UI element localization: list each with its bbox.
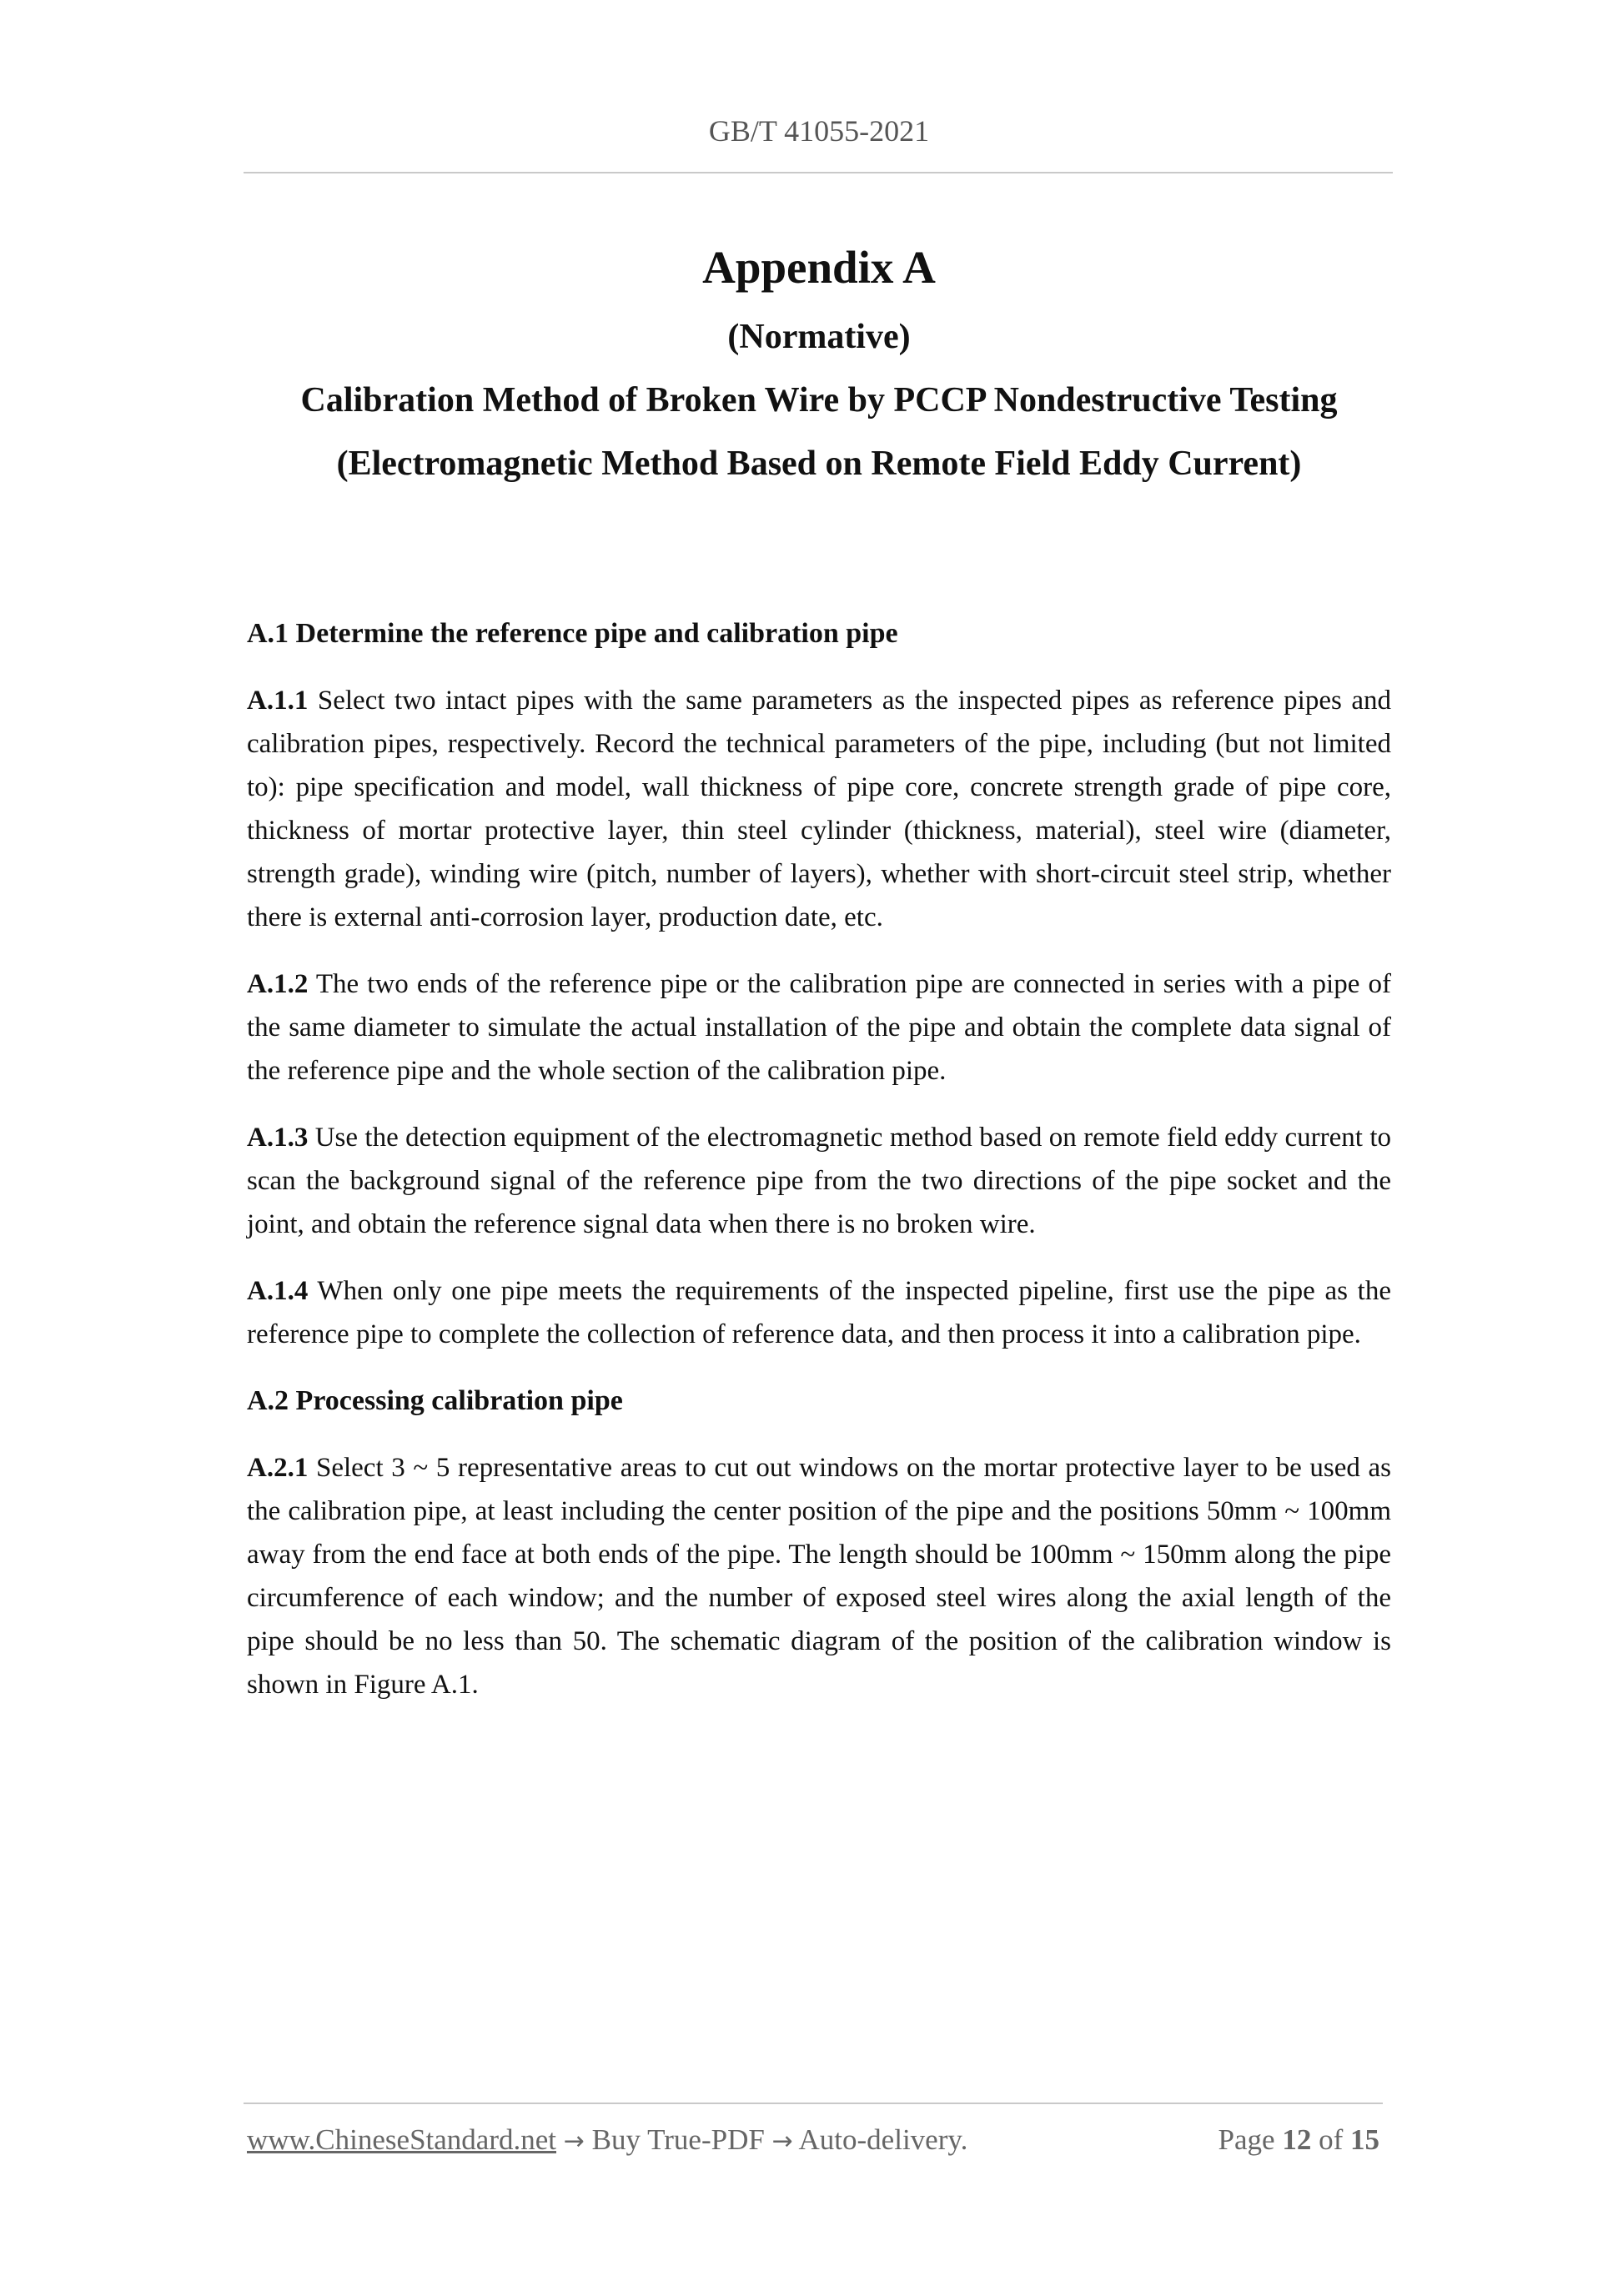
auto-delivery-text: Auto-delivery. bbox=[798, 2123, 968, 2156]
of-label: of bbox=[1319, 2123, 1344, 2156]
website-link[interactable]: www.ChineseStandard.net bbox=[247, 2123, 556, 2156]
clause-number: A.1.4 bbox=[247, 1276, 309, 1306]
clause-number: A.1.2 bbox=[247, 969, 309, 999]
arrow-right-icon: → bbox=[563, 2127, 585, 2156]
page-indicator bbox=[1219, 2123, 1379, 2157]
appendix-type: (Normative) bbox=[727, 318, 911, 356]
appendix-title-block bbox=[244, 239, 1394, 487]
page-total: 15 bbox=[1350, 2123, 1379, 2156]
section-heading-a1: A.1 Determine the reference pipe and calibration pipe bbox=[247, 618, 898, 649]
arrow-right-icon: → bbox=[771, 2127, 793, 2156]
clause-number: A.1.3 bbox=[247, 1123, 309, 1153]
document-code-header: GB/T 41055-2021 bbox=[708, 114, 930, 148]
page-label: Page bbox=[1218, 2123, 1275, 2156]
document-body bbox=[247, 612, 1391, 1730]
clause-a-1-3 bbox=[247, 1116, 1391, 1246]
clause-text: When only one pipe meets the requirements of the inspected pipeline, first use the pipe as the reference pipe to complete the collection of reference data, and then process it into a calibration pipe. bbox=[247, 1276, 1391, 1349]
buy-pdf-text: Buy True-PDF bbox=[591, 2123, 765, 2156]
appendix-heading-line-2: (Electromagnetic Method Based on Remote Field Eddy Current) bbox=[336, 445, 1302, 483]
clause-a-2-1 bbox=[247, 1446, 1391, 1706]
footer-divider bbox=[244, 2103, 1383, 2104]
clause-text: Select 3 ~ 5 representative areas to cut out windows on the mortar protective layer to be used as the calibration pipe, at least including the center position of the pipe and the positions 50mm ~ 100mm away from the end face at both ends of the pipe. The length should be 100mm ~ 150mm along the pipe circumference of each window; and the number of exposed steel wires along the axial length of the pipe should be no less than 50. The schematic diagram of the position of the calibration window is shown in Figure A.1. bbox=[247, 1453, 1391, 1700]
section-heading-a2: A.2 Processing calibration pipe bbox=[247, 1385, 623, 1416]
page-number: 12 bbox=[1282, 2123, 1312, 2156]
clause-text: The two ends of the reference pipe or the calibration pipe are connected in series with a pipe of the same diameter to simulate the actual installation of the pipe and obtain the complete data signal of the reference pipe and the whole section of the calibration pipe. bbox=[247, 969, 1391, 1086]
clause-number: A.2.1 bbox=[247, 1453, 309, 1483]
clause-a-1-2 bbox=[247, 962, 1391, 1093]
appendix-title: Appendix A bbox=[702, 242, 936, 293]
header-divider bbox=[244, 172, 1393, 173]
appendix-heading-line-1: Calibration Method of Broken Wire by PCCP Nondestructive Testing bbox=[300, 381, 1338, 420]
clause-number: A.1.1 bbox=[247, 686, 309, 716]
clause-text: Select two intact pipes with the same parameters as the inspected pipes as reference pipes and calibration pipes, respectively. Record the technical parameters of the pipe, including (but not limited to): pipe specification and model, wall thickness of pipe core, concrete strength grade of pipe core, thickness of mortar protective layer, thin steel cylinder (thickness, material), steel wire (diameter, strength grade), winding wire (pitch, number of layers), whether with short-circuit steel strip, whether there is external anti-corrosion layer, production date, etc. bbox=[247, 686, 1391, 932]
clause-text: Use the detection equipment of the electromagnetic method based on remote field eddy current to scan the background signal of the reference pipe from the two directions of the pipe socket and the joint, and obtain the reference signal data when there is no broken wire. bbox=[247, 1123, 1391, 1239]
footer-promo bbox=[247, 2123, 967, 2157]
clause-a-1-1 bbox=[247, 679, 1391, 939]
clause-a-1-4 bbox=[247, 1269, 1391, 1356]
